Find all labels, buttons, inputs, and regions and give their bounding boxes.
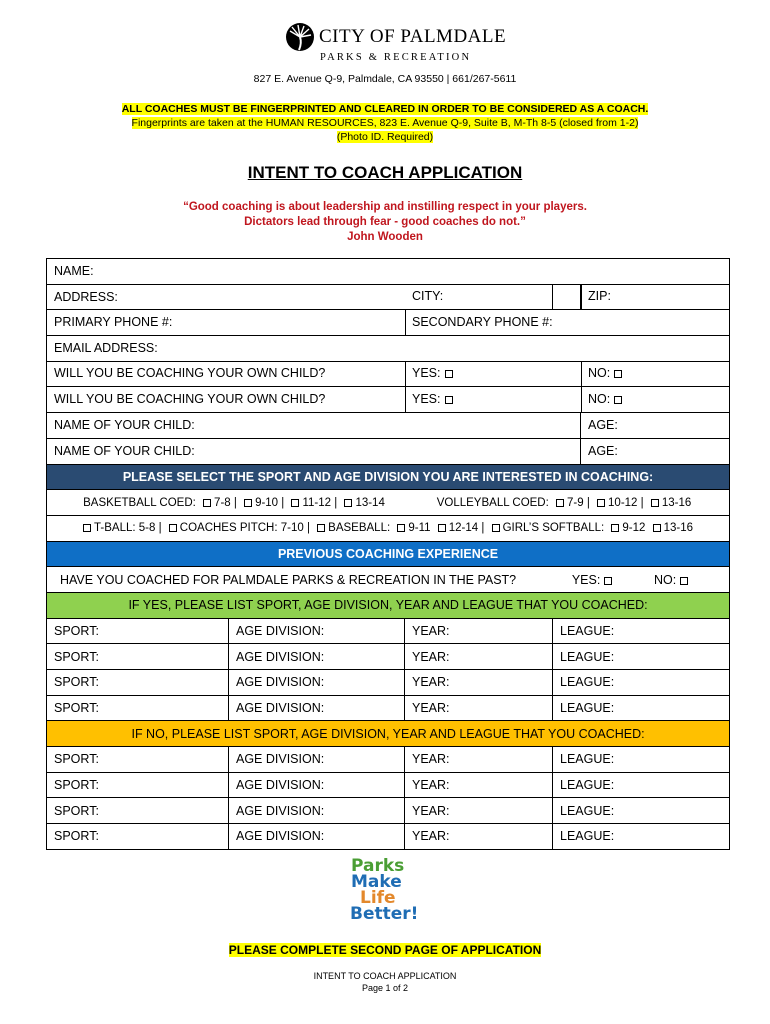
checkbox-icon[interactable] (614, 396, 622, 404)
application-form (46, 258, 730, 850)
league-cell[interactable]: LEAGUE: (553, 670, 730, 696)
sport-cell[interactable]: SPORT: (47, 747, 229, 773)
checkbox-icon[interactable] (680, 577, 688, 585)
league-cell[interactable]: LEAGUE: (553, 798, 730, 824)
volleyball-label: VOLLEYBALL COED: (436, 496, 549, 509)
parks-make-life-better-logo (346, 858, 426, 930)
year-cell[interactable]: YEAR: (405, 798, 553, 824)
sport-selection-header: PLEASE SELECT THE SPORT AND AGE DIVISION YOU ARE INTERESTED IN COACHING: (47, 464, 730, 490)
logo-word: Better! (350, 904, 419, 924)
checkbox-icon[interactable] (604, 577, 612, 585)
sport-cell[interactable]: SPORT: (47, 670, 229, 696)
own-child-overlay-1 (46, 361, 729, 387)
address-field[interactable]: ADDRESS: (47, 284, 553, 310)
checkbox-icon[interactable] (651, 499, 659, 507)
league-cell[interactable]: LEAGUE: (553, 618, 730, 644)
own-child-yes-label: YES: (412, 392, 441, 406)
own-child-question: WILL YOU BE COACHING YOUR OWN CHILD? (54, 392, 326, 406)
checkbox-icon[interactable] (203, 499, 211, 507)
if-yes-header: IF YES, PLEASE LIST SPORT, AGE DIVISION, YEAR AND LEAGUE THAT YOU COACHED: (47, 592, 730, 618)
child-age-field[interactable]: AGE: (581, 413, 730, 439)
sport-cell[interactable]: SPORT: (47, 695, 229, 721)
checkbox-icon[interactable] (244, 499, 252, 507)
zip-label: ZIP: (588, 289, 611, 303)
logo-city-name: CITY OF PALMDALE (319, 26, 507, 47)
checkbox-icon[interactable] (344, 499, 352, 507)
quote-line-1: “Good coaching is about leadership and instilling respect in your players. (183, 201, 587, 213)
checkbox-icon[interactable] (83, 524, 91, 532)
checkbox-icon[interactable] (445, 396, 453, 404)
past-yes-label: YES: (571, 572, 601, 587)
footer-page-number: Page 1 of 2 (361, 983, 409, 993)
own-child-question: WILL YOU BE COACHING YOUR OWN CHILD? (54, 366, 326, 380)
child-age-field[interactable]: AGE: (581, 438, 730, 464)
own-child-overlay-2 (46, 387, 729, 413)
logo-word: Life (360, 888, 396, 908)
child-name-field[interactable]: NAME OF YOUR CHILD: (47, 438, 581, 464)
age-division-cell[interactable]: AGE DIVISION: (229, 824, 405, 850)
year-cell[interactable]: YEAR: (405, 772, 553, 798)
age-division-cell[interactable]: AGE DIVISION: (229, 695, 405, 721)
year-cell[interactable]: YEAR: (405, 618, 553, 644)
league-cell[interactable]: LEAGUE: (553, 824, 730, 850)
coaches-pitch-label: COACHES PITCH: 7-10 (179, 522, 304, 535)
age-division-cell[interactable]: AGE DIVISION: (229, 772, 405, 798)
logo-department: PARKS & RECREATION (320, 52, 472, 63)
email-field[interactable]: EMAIL ADDRESS: (47, 336, 730, 362)
zip-field[interactable] (581, 284, 730, 310)
past-coaching-row (47, 567, 730, 593)
year-cell[interactable]: YEAR: (405, 747, 553, 773)
year-cell[interactable]: YEAR: (405, 824, 553, 850)
age-division-cell[interactable]: AGE DIVISION: (229, 798, 405, 824)
checkbox-icon[interactable] (438, 524, 446, 532)
fingerprint-notice: ALL COACHES MUST BE FINGERPRINTED AND CLEARED IN ORDER TO BE CONSIDERED AS A COACH. (121, 103, 649, 115)
league-cell[interactable]: LEAGUE: (553, 747, 730, 773)
fingerprint-location: Fingerprints are taken at the HUMAN RESOURCES, 823 E. Avenue Q-9, Suite B, M-Th 8-5 (closed from 1-2) (131, 117, 639, 129)
checkbox-icon[interactable] (445, 370, 453, 378)
year-cell[interactable]: YEAR: (405, 670, 553, 696)
logo-word: Parks (351, 856, 405, 876)
year-cell[interactable]: YEAR: (405, 695, 553, 721)
baseball-softball-row: T-BALL: 5-8 | COACHES PITCH: 7-10 | BASEBALL: 9-11 12-14 | GIRL’S SOFTBALL: 9-12 13-16 (47, 515, 730, 541)
city-field[interactable] (553, 284, 581, 310)
page-title: INTENT TO COACH APPLICATION (247, 163, 523, 182)
logo-word: Make (351, 872, 402, 892)
softball-label: GIRL’S SOFTBALL: (502, 522, 605, 535)
basketball-option: 11-12 (302, 496, 332, 509)
city-logo (283, 20, 507, 66)
quote-line-2: Dictators lead through fear - good coaches do not.” (244, 216, 526, 228)
office-address: 827 E. Avenue Q-9, Palmdale, CA 93550 | 661/267-5611 (253, 73, 517, 85)
sport-cell[interactable]: SPORT: (47, 618, 229, 644)
child-name-field[interactable]: NAME OF YOUR CHILD: (47, 413, 581, 439)
secondary-phone-field[interactable]: SECONDARY PHONE #: (412, 315, 553, 329)
own-child-yes-label: YES: (412, 366, 441, 380)
basketball-option: 7-8 (214, 496, 231, 509)
age-division-cell[interactable]: AGE DIVISION: (229, 747, 405, 773)
volleyball-option: 10-12 (608, 496, 638, 509)
softball-option: 9-12 (622, 522, 646, 535)
volleyball-option: 7-9 (567, 496, 584, 509)
checkbox-icon[interactable] (169, 524, 177, 532)
checkbox-icon[interactable] (611, 524, 619, 532)
baseball-option: 9-11 (408, 522, 431, 535)
checkbox-icon[interactable] (317, 524, 325, 532)
phone-overlay (46, 310, 729, 336)
checkbox-icon[interactable] (614, 370, 622, 378)
palm-seal-icon (285, 22, 315, 52)
basketball-label: BASKETBALL COED: (83, 496, 196, 509)
own-child-no-label: NO: (588, 392, 611, 406)
checkbox-icon[interactable] (291, 499, 299, 507)
age-division-cell[interactable]: AGE DIVISION: (229, 644, 405, 670)
basketball-option: 13-14 (355, 496, 385, 509)
past-coaching-question: HAVE YOU COACHED FOR PALMDALE PARKS & RECREATION IN THE PAST? (60, 572, 517, 587)
tball-label: T-BALL: 5-8 (94, 522, 156, 535)
sport-cell[interactable]: SPORT: (47, 824, 229, 850)
past-no-label: NO: (653, 572, 677, 587)
name-field[interactable]: NAME: (47, 259, 730, 285)
league-cell[interactable]: LEAGUE: (553, 644, 730, 670)
quote-author: John Wooden (347, 231, 423, 243)
experience-header: PREVIOUS COACHING EXPERIENCE (47, 541, 730, 567)
if-no-header: IF NO, PLEASE LIST SPORT, AGE DIVISION, YEAR AND LEAGUE THAT YOU COACHED: (47, 721, 730, 747)
city-label: CITY: (412, 289, 444, 303)
sport-cell[interactable]: SPORT: (47, 772, 229, 798)
age-division-cell[interactable]: AGE DIVISION: (229, 670, 405, 696)
complete-second-page-notice: PLEASE COMPLETE SECOND PAGE OF APPLICATION (228, 943, 542, 957)
checkbox-icon[interactable] (397, 524, 405, 532)
year-cell[interactable]: YEAR: (405, 644, 553, 670)
baseball-label: BASEBALL: (328, 522, 391, 535)
league-cell[interactable]: LEAGUE: (553, 695, 730, 721)
softball-option: 13-16 (663, 522, 694, 535)
league-cell[interactable]: LEAGUE: (553, 772, 730, 798)
basketball-volleyball-row: BASKETBALL COED: 7-8 | 9-10 | 11-12 | 13-14 VOLLEYBALL COED: 7-9 | 10-12 | 13-16 (47, 490, 730, 516)
baseball-option: 12-14 (448, 522, 479, 535)
sport-cell[interactable]: SPORT: (47, 644, 229, 670)
own-child-no-label: NO: (588, 366, 611, 380)
primary-phone-field[interactable]: PRIMARY PHONE #: (54, 315, 173, 329)
basketball-option: 9-10 (255, 496, 279, 509)
footer-doc-name: INTENT TO COACH APPLICATION (313, 971, 457, 981)
photo-id-notice: (Photo ID. Required) (336, 131, 434, 143)
sport-cell[interactable]: SPORT: (47, 798, 229, 824)
checkbox-icon[interactable] (556, 499, 564, 507)
checkbox-icon[interactable] (653, 524, 661, 532)
checkbox-icon[interactable] (492, 524, 500, 532)
checkbox-icon[interactable] (597, 499, 605, 507)
age-division-cell[interactable]: AGE DIVISION: (229, 618, 405, 644)
volleyball-option: 13-16 (661, 496, 692, 509)
